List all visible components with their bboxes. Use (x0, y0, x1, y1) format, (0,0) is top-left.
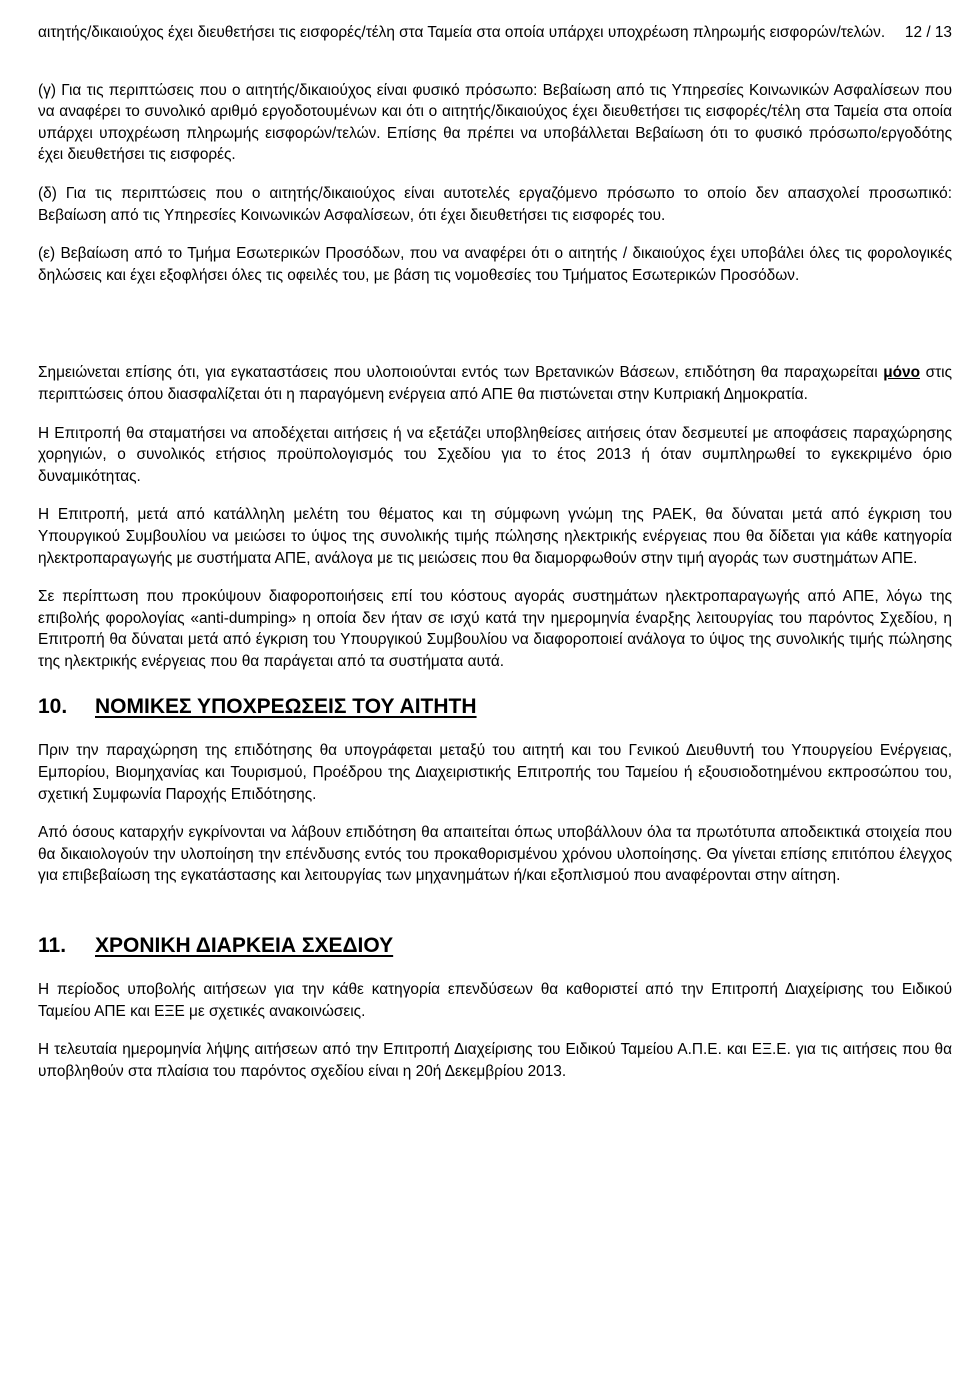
note-bases-text-after: στις περιπτώσεις όπου διασφαλίζεται ότι η παραγόμενη ενέργεια από ΑΠΕ θα πιστώνεται στην Κυπριακή Δημοκρατία. (38, 364, 952, 403)
item-d-paragraph: (δ) Για τις περιπτώσεις που ο αιτητής/δικαιούχος είναι αυτοτελές εργαζόμενο πρόσωπο το οποίο δεν απασχολεί προσωπικό: Βεβαίωση από τις Υπηρεσίες Κοινωνικών Ασφαλίσεων, ότι έχει διευθετήσει τις εισφορές του. (38, 184, 952, 224)
note-bases-emphasis: μόνο (883, 364, 920, 382)
note-anti-dumping-paragraph: Σε περίπτωση που προκύψουν διαφοροποιήσεις επί του κόστους αγοράς συστημάτων ηλεκτροπαραγωγής από ΑΠΕ, λόγω της επιβολής φορολογίας «anti-dumping» η οποία δεν ήταν σε ισχύ κατά την ημερομηνία έναρξης λειτουργίας του παρόντος Σχεδίου, η Επιτροπή θα δύναται μετά από έγκριση του Υπουργικού Συμβουλίου να διαφοροποιεί ανάλογα το ύψος της συνολικής τιμής πώλησης της ηλεκτρικής ενέργειας που θα παράγεται από τα συστήματα αυτά. (38, 588, 952, 670)
top-continuation-paragraph: αιτητής/δικαιούχος έχει διευθετήσει τις εισφορές/τέλη στα Ταμεία στα οποία υπάρχει υποχρέωση πληρωμής εισφορών/τελών. (38, 24, 886, 41)
note-budget-paragraph: Η Επιτροπή θα σταματήσει να αποδέχεται αιτήσεις ή να εξετάζει υποβληθείσες αιτήσεις όταν δεσμευτεί με αποφάσεις παραχώρησης χορηγιών, ο συνολικός ετήσιος προϋπολογισμός του Σχεδίου για το έτος 2013 ή όταν συμπληρωθεί το εγκεκριμένο όριο δυναμικότητας. (38, 424, 952, 485)
section-10-heading (38, 694, 952, 720)
page-number: 12 / 13 (904, 24, 952, 41)
section-10-paragraph-1: Πριν την παραχώρηση της επιδότησης θα υπογράφεται μεταξύ του αιτητή και του Γενικού Διευθυντή του Υπουργείου Ενέργειας, Εμπορίου, Βιομηχανίας και Τουρισμού, Προέδρου της Διαχειριστικής Επιτροπής του Ταμείου ή εξουσιοδοτημένου εκπροσώπου του, σχετική Συμφωνία Παροχής Επιδότησης. (38, 742, 952, 803)
spacer (38, 303, 952, 362)
note-british-bases-paragraph (38, 362, 952, 405)
note-reduce-paragraph: Η Επιτροπή, μετά από κατάλληλη μελέτη του θέματος και τη σύμφωνη γνώμη της ΡΑΕΚ, θα δύναται μετά από έγκριση του Υπουργικού Συμβουλίου να μειώσει το ύψος της συνολικής τιμής πώλησης ηλεκτρικής ενέργειας που θα δίδεται για κάθε κατηγορία ηλεκτροπαραγωγής με συστήματα ΑΠΕ, ανάλογα με τις μειώσεις που θα διαμορφωθούν στην τιμή αγοράς των συστημάτων ΑΠΕ. (38, 506, 952, 567)
section-11-number: 11. (38, 934, 67, 958)
section-10-number: 10. (38, 695, 68, 719)
item-e-paragraph: (ε) Βεβαίωση από το Τμήμα Εσωτερικών Προσόδων, που να αναφέρει ότι ο αιτητής / δικαιούχος έχει υποβάλει όλες τις φορολογικές δηλώσεις και έχει εξοφλήσει όλες τις οφειλές του, με βάση τις νομοθεσίες του Τμήματος Εσωτερικών Προσόδων. (38, 245, 952, 284)
section-11-heading (38, 933, 952, 959)
document-page (38, 22, 952, 1099)
item-g-paragraph: (γ) Για τις περιπτώσεις που ο αιτητής/δικαιούχος είναι φυσικό πρόσωπο: Βεβαίωση από τις Υπηρεσίες Κοινωνικών Ασφαλίσεων που να αναφέρει το συνολικό αριθμό εργοδοτουμένων και ότι ο αιτητής/δικαιούχος έχει διευθετήσει τις εισφορές/τέλη στα Ταμεία στα οποία υπάρχει υποχρέωση πληρωμής εισφορών/τελών. Επίσης θα πρέπει να υποβάλλεται Βεβαίωση ότι το φυσικό πρόσωπο/εργοδότης έχει διευθετήσει τις εισφορές. (38, 81, 952, 164)
section-11-paragraph-2: Η τελευταία ημερομηνία λήψης αιτήσεων από την Επιτροπή Διαχείρισης του Ειδικού Ταμείου Α.Π.Ε. και ΕΞ.Ε. για τις αιτήσεις που θα υποβληθούν στα πλαίσια του παρόντος σχεδίου είναι η 20ή Δεκεμβρίου 2013. (38, 1041, 952, 1080)
section-10-paragraph-2: Από όσους καταρχήν εγκρίνονται να λάβουν επιδότηση θα απαιτείται όπως υποβάλλουν όλα τα πρωτότυπα αποδεικτικά στοιχεία που θα δικαιολογούν την υλοποίηση την επένδυσης εντός του προκαθορισμένου χρόνου υλοποίησης. Θα γίνεται επίσης επιτόπου έλεγχος για επιβεβαίωση της εγκατάστασης και λειτουργίας των μηχανημάτων ή/και εξοπλισμού που αναφέρονται στην αίτηση. (38, 824, 952, 885)
note-bases-text-before: Σημειώνεται επίσης ότι, για εγκαταστάσεις που υλοποιούνται εντός των Βρετανικών Βάσεων, επιδότηση θα παραχωρείται (38, 364, 884, 382)
spacer (38, 61, 952, 80)
section-11-paragraph-1: Η περίοδος υποβολής αιτήσεων για την κάθε κατηγορία επενδύσεων θα καθοριστεί από την Επιτροπή Διαχείρισης του Ειδικού Ταμείου ΑΠΕ και ΕΞΕ με σχετικές ανακοινώσεις. (38, 981, 952, 1020)
section-11-title: ΧΡΟΝΙΚΗ ΔΙΑΡΚΕΙΑ ΣΧΕΔΙΟΥ (95, 934, 394, 958)
section-10-title: ΝΟΜΙΚΕΣ ΥΠΟΧΡΕΩΣΕΙΣ ΤΟΥ ΑΙΤΗΤΗ (95, 695, 477, 719)
